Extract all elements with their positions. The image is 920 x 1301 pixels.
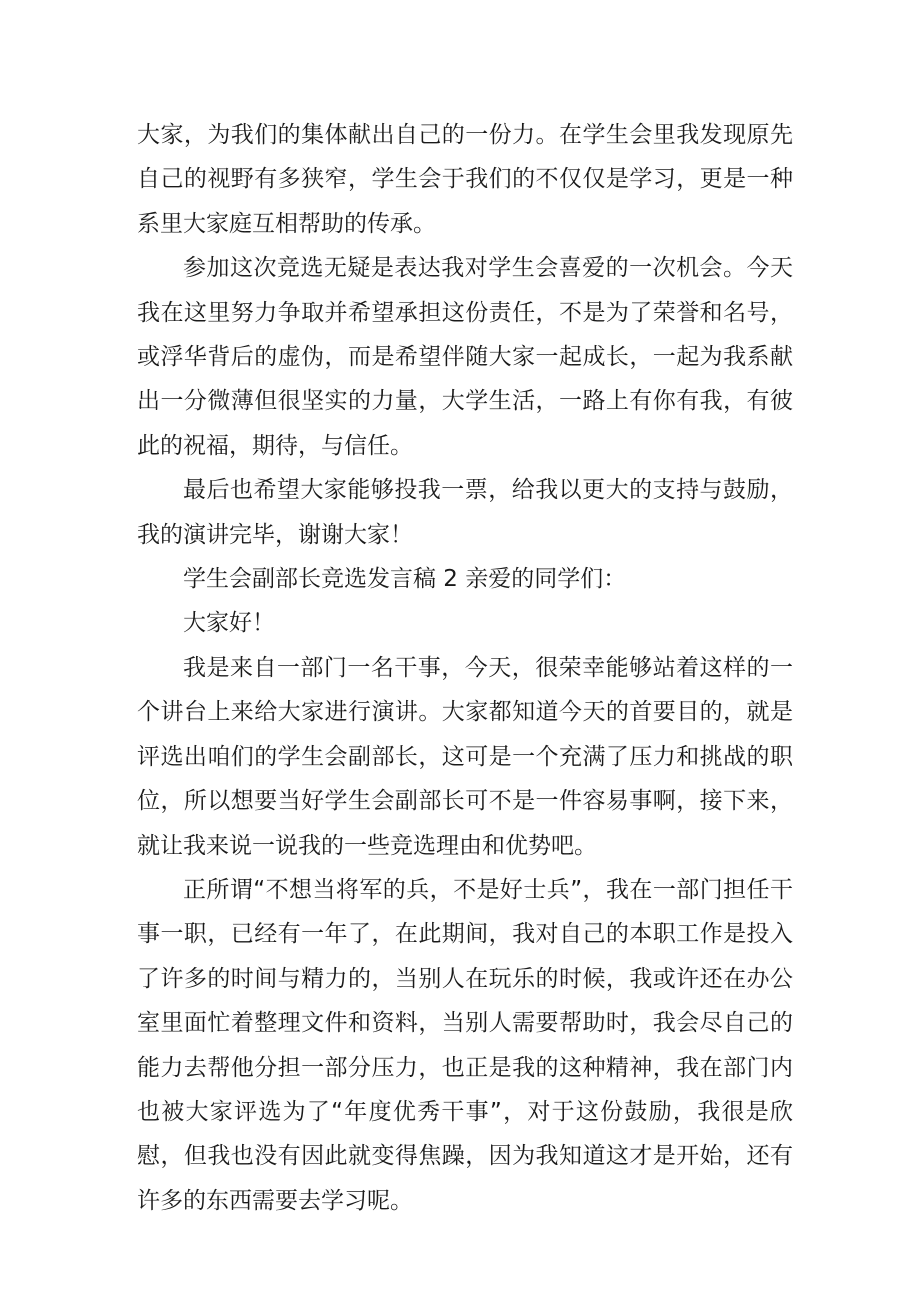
speech-title-line: 学生会副部长竞选发言稿 2 亲爱的同学们：	[183, 566, 627, 593]
greeting-line: 大家好！	[183, 610, 275, 637]
paragraph-3: 最后也希望大家能够投我一票，给我以更大的支持与鼓励，我的演讲完毕，谢谢大家！	[137, 477, 793, 548]
document-body	[137, 113, 793, 1223]
paragraph-1: 大家，为我们的集体献出自己的一份力。在学生会里我发现原先自己的视野有多狭窄，学生会于我们的不仅仅是学习，更是一种系里大家庭互相帮助的传承。	[137, 122, 793, 237]
paragraph-2: 参加这次竞选无疑是表达我对学生会喜爱的一次机会。今天我在这里努力争取并希望承担这份责任，不是为了荣誉和名号，或浮华背后的虚伪，而是希望伴随大家一起成长，一起为我系献出一分微薄但很坚实的力量，大学生活，一路上有你有我，有彼此的祝福，期待，与信任。	[137, 255, 793, 459]
paragraph-6: 我是来自一部门一名干事，今天，很荣幸能够站着这样的一个讲台上来给大家进行演讲。大家都知道今天的首要目的，就是评选出咱们的学生会副部长，这可是一个充满了压力和挑战的职位，所以想要当好学生会副部长可不是一件容易事啊，接下来，就让我来说一说我的一些竞选理由和优势吧。	[137, 654, 793, 859]
paragraph-7: 正所谓“不想当将军的兵，不是好士兵”，我在一部门担任干事一职，已经有一年了，在此期间，我对自己的本职工作是投入了许多的时间与精力的，当别人在玩乐的时候，我或许还在办公室里面忙着整理文件和资料，当别人需要帮助时，我会尽自己的能力去帮他分担一部分压力，也正是我的这种精神，我在部门内也被大家评选为了“年度优秀干事”，对于这份鼓励，我很是欣慰，但我也没有因此就变得焦躁，因为我知道这才是开始，还有许多的东西需要去学习呢。	[137, 876, 793, 1214]
